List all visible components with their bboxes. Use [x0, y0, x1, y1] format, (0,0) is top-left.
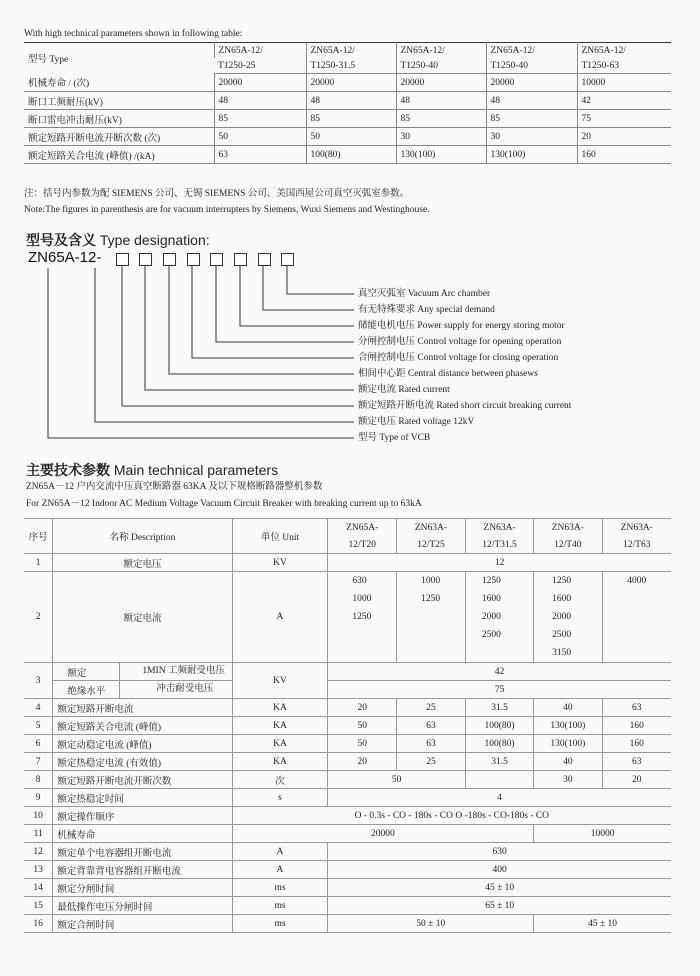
cell: 30 [486, 128, 577, 146]
table-row [24, 717, 671, 735]
cell: 40 [534, 753, 602, 771]
current-list-t20 [328, 572, 397, 663]
row-desc-insulation [53, 681, 232, 699]
header-model-line2: 12/T63 [602, 536, 671, 554]
header-model-line1: ZN63A- [465, 519, 533, 537]
row-value: 20000 [232, 825, 534, 843]
row-value: 630 [328, 843, 671, 861]
current-list-t25 [397, 572, 466, 663]
cell: 20000 [486, 74, 577, 92]
cell: 20 [328, 699, 397, 717]
header-model-line1: ZN63A- [534, 519, 602, 537]
row-unit: KA [232, 753, 328, 771]
legend-item: 额定电流 Rated current [358, 385, 450, 395]
model-line2: T1250-63 [577, 58, 671, 74]
cell: 100(80) [306, 146, 396, 164]
cell: 31.5 [465, 753, 533, 771]
cell: 48 [306, 92, 396, 110]
row-value: 12 [328, 554, 671, 572]
row-desc: 机械寿命 [53, 825, 232, 843]
row-unit: 次 [232, 771, 328, 789]
cell: 25 [397, 753, 466, 771]
current-list-t63 [602, 572, 671, 663]
main-params-title-en: Main technical parameters [113, 462, 279, 478]
model-line1: ZN65A-12/ [486, 43, 577, 59]
header-desc: 名称 Description [53, 519, 232, 554]
current-list-t40 [534, 572, 602, 663]
row-value: 45 ± 10 [328, 879, 671, 897]
cell: 100(80) [465, 717, 533, 735]
row-no: 5 [24, 717, 53, 735]
cell: 100(80) [465, 735, 533, 753]
row-desc: 额定电压 [53, 554, 232, 572]
row-no: 1 [24, 554, 53, 572]
row-value: 42 [328, 663, 671, 681]
cell: 48 [214, 92, 306, 110]
cell: 85 [396, 110, 486, 128]
cell: 50 [328, 735, 397, 753]
value: 1250 [552, 576, 572, 586]
row-no: 7 [24, 753, 53, 771]
legend-item: 分闸控制电压 Control voltage for opening operation [358, 337, 562, 347]
desc-b: 绝缘水平 [67, 686, 106, 697]
model-line1: ZN65A-12/ [306, 43, 396, 59]
row-desc: 最低操作电压分闸时间 [53, 897, 232, 915]
header-model-line1: ZN63A- [397, 519, 466, 537]
table-row [24, 735, 671, 753]
cell: 75 [577, 110, 671, 128]
model-line1: ZN65A-12/ [214, 43, 306, 59]
row-label: 额定短路关合电流 (峰值) /(kA) [24, 146, 214, 164]
cell: 50 [328, 717, 397, 735]
value: 2000 [552, 612, 572, 622]
table-row [24, 663, 671, 681]
cell: 63 [397, 735, 466, 753]
table-row [24, 915, 671, 933]
legend-item: 真空灭弧室 Vacuum Arc chamber [358, 289, 491, 299]
table-row [24, 825, 671, 843]
table-row [24, 879, 671, 897]
row-no: 15 [24, 897, 53, 915]
legend-item: 型号 Type of VCB [358, 433, 431, 443]
row-no: 6 [24, 735, 53, 753]
table-row [24, 681, 671, 699]
row-value: 75 [328, 681, 671, 699]
row-no: 11 [24, 825, 53, 843]
cell: 130(100) [396, 146, 486, 164]
cell: 25 [397, 699, 466, 717]
table-row [24, 843, 671, 861]
cell: 160 [577, 146, 671, 164]
type-header: 型号 Type [28, 55, 69, 66]
cell: 30 [534, 771, 602, 789]
legend-item: 储能电机电压 Power supply for energy storing motor [358, 321, 565, 331]
cell: 85 [214, 110, 306, 128]
row-unit: s [232, 789, 328, 807]
model-line1: ZN65A-12/ [577, 43, 671, 59]
row-desc: 额定短路关合电流 (峰值) [53, 717, 232, 735]
cell: 63 [397, 717, 466, 735]
main-table-header-row [24, 519, 671, 537]
designation-leader-lines [0, 0, 700, 460]
table-row [24, 807, 671, 825]
value: 1600 [481, 594, 501, 604]
cell: 42 [577, 92, 671, 110]
value: 630 [352, 576, 367, 586]
header-unit: 单位 Unit [232, 519, 328, 554]
value: 1600 [552, 594, 572, 604]
cell: 48 [396, 92, 486, 110]
cell: 20000 [396, 74, 486, 92]
main-params-subtitle-cn: ZN65A－12 户内交流中压真空断路器 63KA 及以下规格断路器整机参数 [26, 482, 323, 492]
table-row [24, 861, 671, 879]
header-model-line1: ZN65A- [328, 519, 397, 537]
designation-title-cn: 型号及含义 [26, 232, 96, 248]
table-row [24, 699, 671, 717]
row-value: 4 [328, 789, 671, 807]
header-no: 序号 [24, 519, 53, 554]
main-params-title-cn: 主要技术参数 [26, 462, 110, 478]
header-model-line2: 12/T20 [328, 536, 397, 554]
row-unit: ms [232, 897, 328, 915]
cell: 20 [602, 771, 671, 789]
row-desc: 额定背靠背电容器组开断电流 [53, 861, 232, 879]
cell: 50 [214, 128, 306, 146]
model-line2: T1250-31.5 [306, 58, 396, 74]
current-list-t31 [465, 572, 533, 663]
legend-item: 额定短路开断电流 Rated short circuit breaking current [358, 401, 572, 411]
cell: 130(100) [534, 717, 602, 735]
row-value: 65 ± 10 [328, 897, 671, 915]
cell: 130(100) [486, 146, 577, 164]
row-unit: A [232, 861, 328, 879]
table-row [24, 554, 671, 572]
cell: 40 [534, 699, 602, 717]
row-value: 10000 [534, 825, 671, 843]
cell: 30 [396, 128, 486, 146]
cell: 20 [577, 128, 671, 146]
model-code: ZN65A-12- [28, 249, 102, 266]
table-row [24, 753, 671, 771]
value: 1250 [481, 576, 501, 586]
row-unit: KA [232, 735, 328, 753]
cell: 63 [214, 146, 306, 164]
designation-title-en: Type designation: [99, 232, 210, 248]
row-unit: ms [232, 879, 328, 897]
cell: 48 [486, 92, 577, 110]
value: 2000 [481, 612, 501, 622]
legend-item: 合闸控制电压 Control voltage for closing operation [358, 353, 559, 363]
value: 1000 [352, 594, 372, 604]
row-value: 45 ± 10 [534, 915, 671, 933]
cell: 63 [602, 699, 671, 717]
cell: 85 [486, 110, 577, 128]
table-row [24, 572, 671, 663]
header-model-line1: ZN63A- [602, 519, 671, 537]
cell: 20 [328, 753, 397, 771]
row-no: 14 [24, 879, 53, 897]
row-desc: 额定热稳定时间 [53, 789, 232, 807]
row-no: 3 [24, 663, 53, 699]
header-model-line2: 12/T25 [397, 536, 466, 554]
row-unit: A [232, 572, 328, 663]
cell: 130(100) [534, 735, 602, 753]
legend-item: 额定电压 Rated voltage 12kV [358, 417, 475, 427]
row-desc: 额定单个电容器组开断电流 [53, 843, 232, 861]
row-label: 断口工频耐压(kV) [24, 92, 214, 110]
cell: 63 [602, 753, 671, 771]
table-row [24, 897, 671, 915]
row-no: 12 [24, 843, 53, 861]
legend-item: 相间中心距 Central distance between phasews [358, 369, 538, 379]
row-desc: 额定动稳定电流 (峰值) [53, 735, 232, 753]
desc-sub2: 冲击耐受电压 [119, 681, 231, 698]
value: 4000 [627, 576, 647, 586]
model-line1: ZN65A-12/ [396, 43, 486, 59]
header-model-line2: 12/T31.5 [465, 536, 533, 554]
cell: 50 [306, 128, 396, 146]
row-no: 13 [24, 861, 53, 879]
intro-text: With high technical parameters shown in following table: [24, 29, 243, 39]
row-desc-insulation [53, 663, 232, 681]
desc-sub1: 1MIN 工频耐受电压 [119, 663, 231, 680]
value: 1000 [421, 576, 441, 586]
row-label: 断口雷电冲击耐压(kV) [24, 110, 214, 128]
cell: 50 [328, 771, 466, 789]
row-value: O - 0.3s - CO - 180s - CO O -180s - CO-180s - CO [232, 807, 671, 825]
desc-a: 额定 [67, 668, 87, 679]
legend-item: 有无特殊要求 Any special demand [358, 305, 495, 315]
model-line2: T1250-40 [396, 58, 486, 74]
row-no: 9 [24, 789, 53, 807]
row-desc: 额定短路开断电流开断次数 [53, 771, 232, 789]
value: 2500 [481, 630, 501, 640]
cell: 20000 [306, 74, 396, 92]
row-value: 400 [328, 861, 671, 879]
value: 3150 [552, 648, 572, 658]
main-params-subtitle-en: For ZN65A－12 Indoor AC Medium Voltage Vacuum Circuit Breaker with breaking current up to 63kA [26, 499, 422, 509]
header-model-line2: 12/T40 [534, 536, 602, 554]
cell: 10000 [577, 74, 671, 92]
row-desc: 额定短路开断电流 [53, 699, 232, 717]
cell: 160 [602, 717, 671, 735]
cell [465, 771, 533, 789]
row-unit: KV [232, 554, 328, 572]
value: 2500 [552, 630, 572, 640]
row-desc: 额定热稳定电流 (有效值) [53, 753, 232, 771]
row-no: 8 [24, 771, 53, 789]
cell: 31.5 [465, 699, 533, 717]
row-label: 机械寿命 / (次) [24, 74, 214, 92]
row-no: 2 [24, 572, 53, 663]
row-unit: KV [232, 663, 328, 699]
cell: 160 [602, 735, 671, 753]
row-no: 4 [24, 699, 53, 717]
row-unit: KA [232, 717, 328, 735]
row-desc: 额定分闸时间 [53, 879, 232, 897]
row-desc: 额定操作顺序 [53, 807, 232, 825]
main-params-title [26, 460, 278, 480]
row-unit: A [232, 843, 328, 861]
row-no: 10 [24, 807, 53, 825]
table-row [24, 771, 671, 789]
cell: 85 [306, 110, 396, 128]
value: 1250 [421, 594, 441, 604]
cell: 20000 [214, 74, 306, 92]
model-line2: T1250-40 [486, 58, 577, 74]
row-value: 50 ± 10 [328, 915, 534, 933]
row-no: 16 [24, 915, 53, 933]
row-desc: 额定电流 [53, 572, 232, 663]
row-unit: KA [232, 699, 328, 717]
model-line2: T1250-25 [214, 58, 306, 74]
row-unit: ms [232, 915, 328, 933]
row-label: 额定短路开断电流开断次数 (次) [24, 128, 214, 146]
note-cn: 注：括号内参数为配 SIEMENS 公司、无锡 SIEMENS 公司、美国西屋公司真空灭弧室参数。 [24, 189, 410, 199]
main-parameter-table [24, 518, 671, 933]
note-en: Note:The figures in parenthesis are for vacuum interrupters by Siemens, Wuxi Siemens and Westinghouse. [24, 205, 430, 215]
value: 1250 [352, 612, 372, 622]
row-desc: 额定合闸时间 [53, 915, 232, 933]
table-row [24, 789, 671, 807]
